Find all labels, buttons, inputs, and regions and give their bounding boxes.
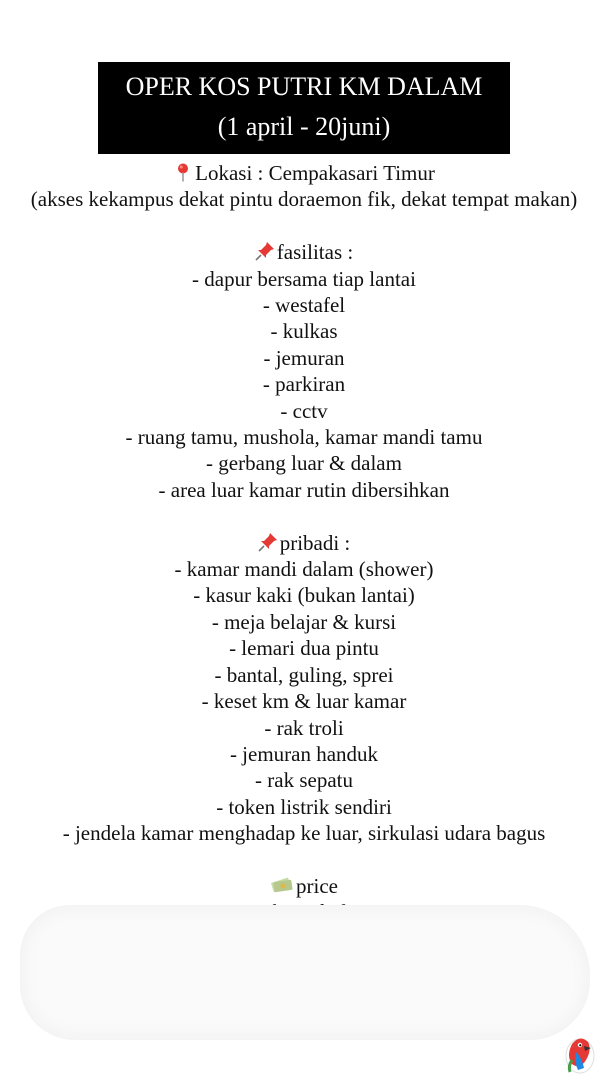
- parrot-sticker-icon: [558, 1030, 602, 1076]
- spacer: [0, 847, 608, 873]
- list-item: - dapur bersama tiap lantai: [192, 266, 416, 291]
- list-item: - gerbang luar & dalam: [206, 451, 402, 476]
- location-detail: (akses kekampus dekat pintu doraemon fik, dekat tempat makan): [30, 187, 578, 212]
- private-list: [0, 556, 608, 846]
- list-item: - area luar kamar rutin dibersihkan: [158, 477, 450, 502]
- title-line-2: (1 april - 20juni): [98, 108, 510, 154]
- pushpin-icon: [258, 532, 278, 552]
- map-pin-icon: [173, 162, 193, 182]
- list-item: - jendela kamar menghadap ke luar, sirkulasi udara bagus: [62, 821, 546, 846]
- pushpin-icon: [255, 241, 275, 261]
- list-item: - kamar mandi dalam (shower): [174, 557, 434, 582]
- list-item: - parkiran: [262, 372, 346, 397]
- list-item: - keset km & luar kamar: [201, 689, 407, 714]
- list-item: - kulkas: [270, 319, 338, 344]
- location-line: [0, 160, 608, 186]
- list-item: - bantal, guling, sprei: [214, 662, 394, 687]
- facilities-heading-text: fasilitas :: [276, 240, 354, 265]
- location-text: Lokasi : Cempakasari Timur: [195, 161, 435, 185]
- list-item: - cctv: [280, 398, 328, 423]
- price-heading-text: price: [296, 873, 338, 898]
- facilities-heading: [0, 239, 608, 265]
- spacer: [0, 213, 608, 239]
- list-item: - token listrik sendiri: [216, 794, 392, 819]
- list-item: - lemari dua pintu: [229, 636, 379, 661]
- list-item: - rak troli: [264, 715, 344, 740]
- money-icon: [270, 875, 294, 895]
- list-item: - westafel: [262, 293, 346, 318]
- price-heading: [0, 873, 608, 899]
- list-item: - jemuran: [263, 345, 345, 370]
- private-heading: [0, 530, 608, 556]
- list-item: - jemuran handuk: [229, 741, 379, 766]
- cloud-decoration: [20, 905, 590, 1040]
- spacer: [0, 503, 608, 529]
- post-content: [0, 160, 608, 926]
- list-item: - rak sepatu: [255, 768, 353, 793]
- list-item: - kasur kaki (bukan lantai): [193, 583, 415, 608]
- private-heading-text: pribadi :: [279, 530, 351, 555]
- title-block: [0, 62, 608, 154]
- title-line-1: OPER KOS PUTRI KM DALAM: [98, 62, 510, 108]
- list-item: - meja belajar & kursi: [211, 609, 397, 634]
- list-item: - ruang tamu, mushola, kamar mandi tamu: [125, 425, 483, 450]
- facilities-list: [0, 266, 608, 504]
